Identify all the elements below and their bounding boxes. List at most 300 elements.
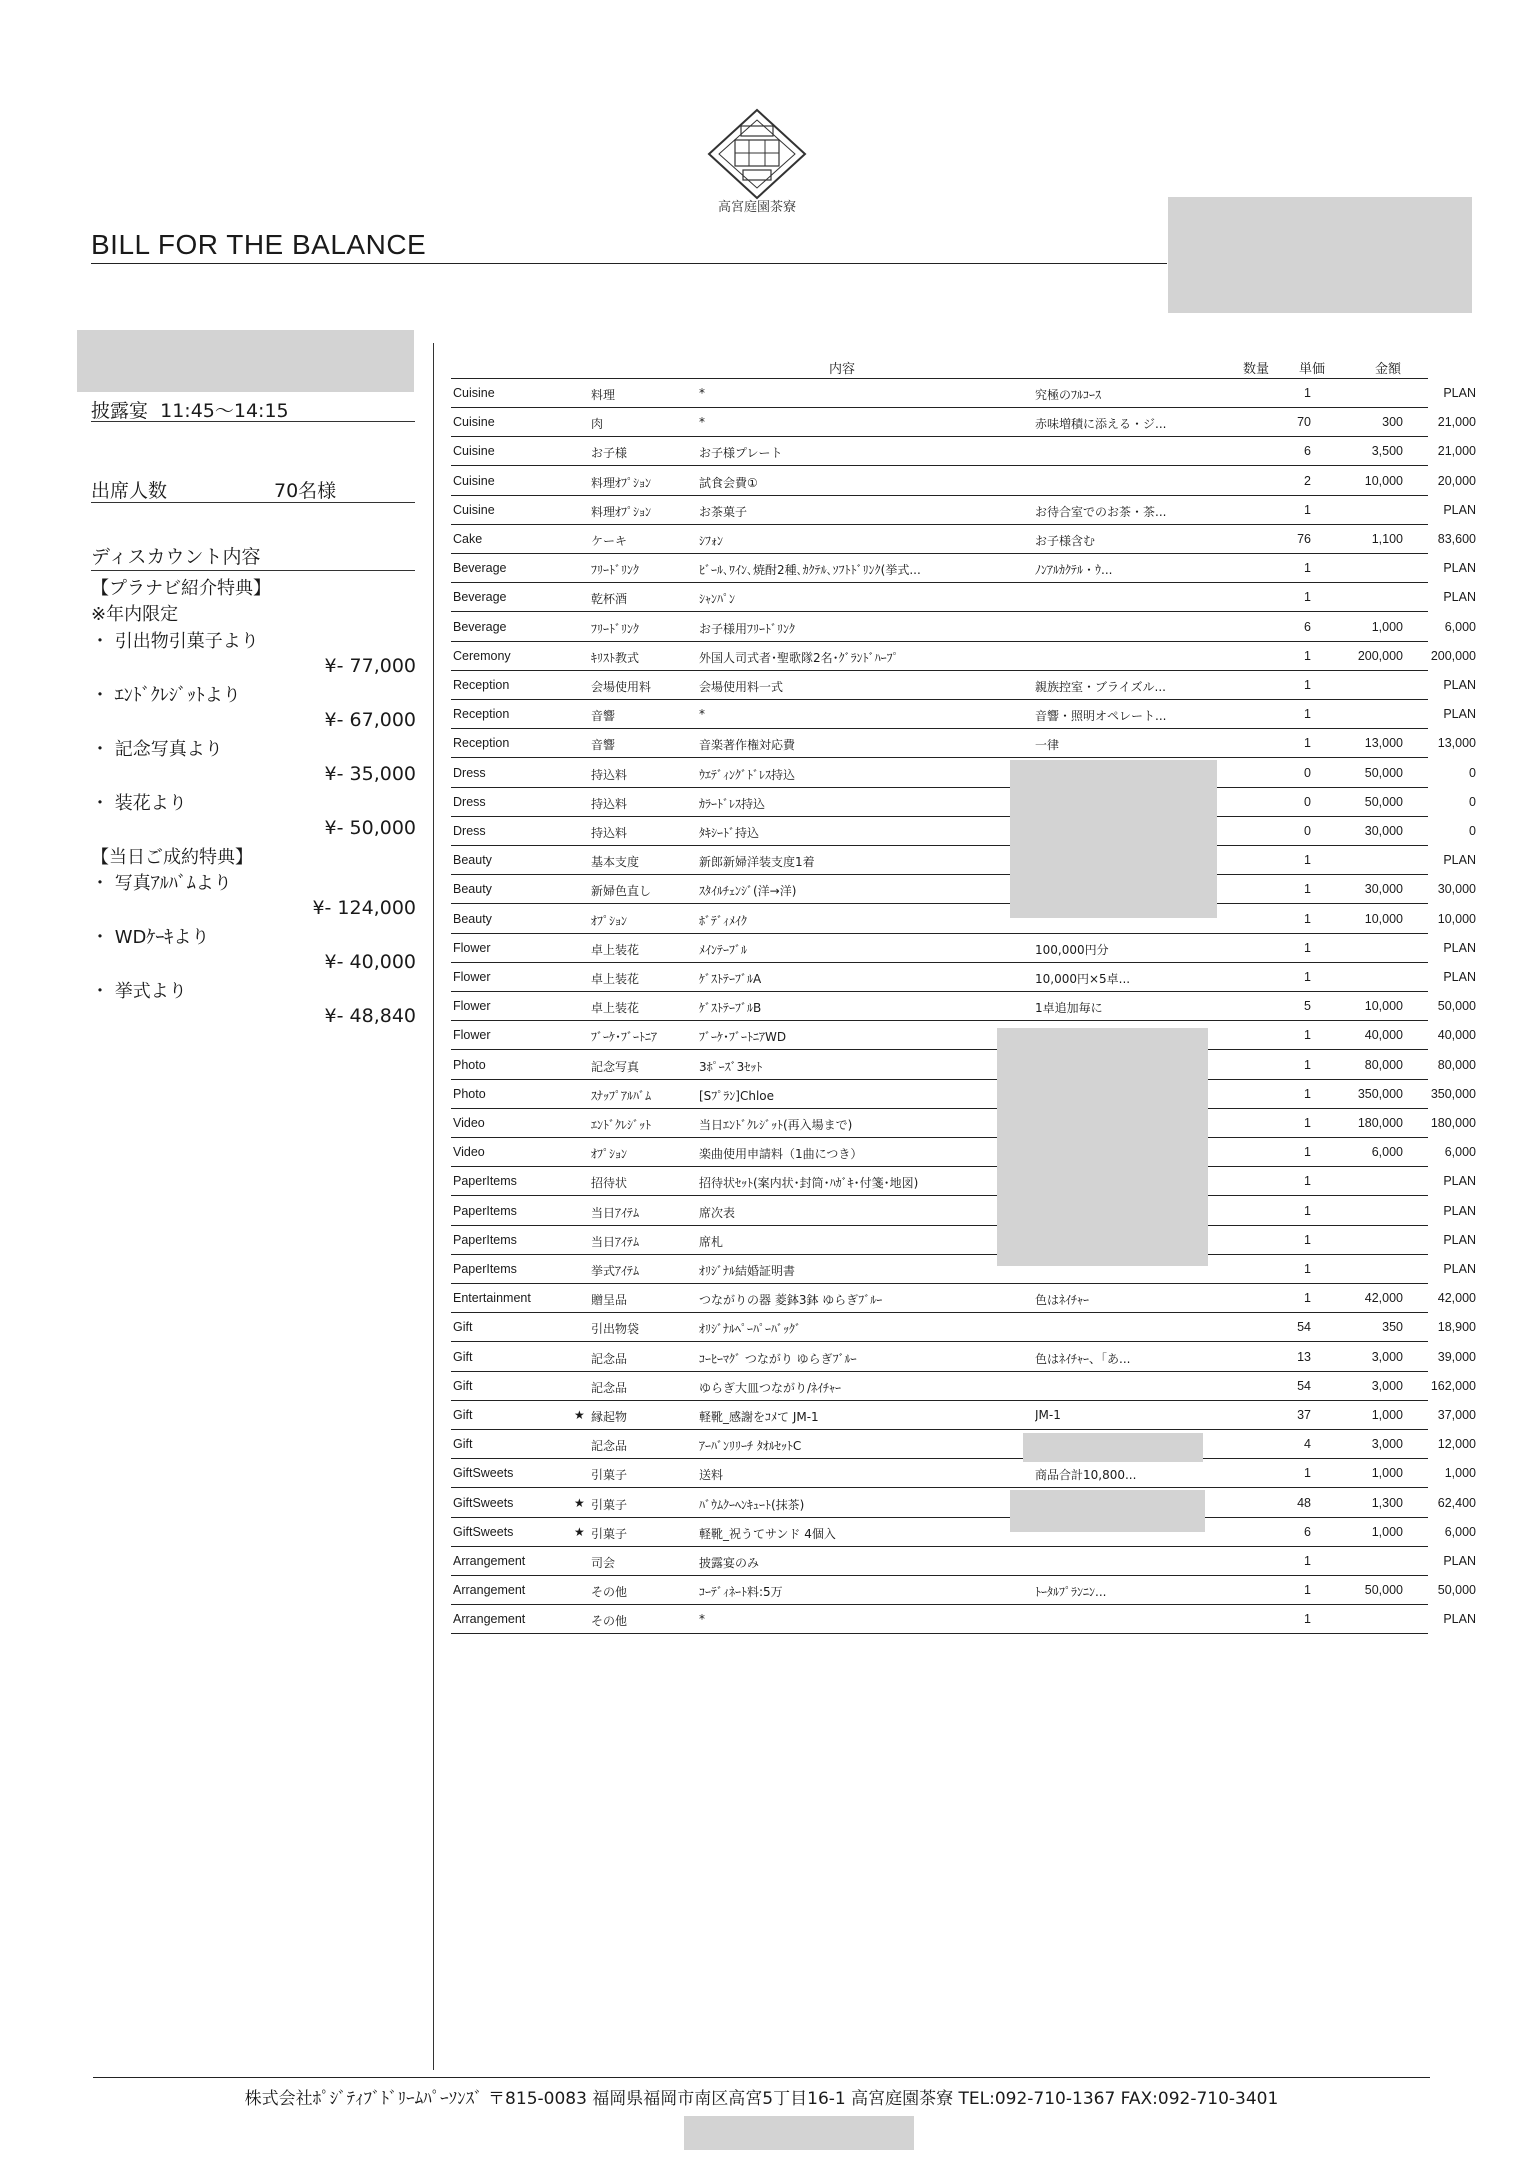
table-row: [451, 1254, 1476, 1284]
row-subcategory: ケーキ: [591, 534, 628, 548]
row-amount: 6,000: [1444, 1524, 1476, 1539]
row-category: Dress: [453, 824, 486, 838]
table-row: [451, 1488, 1476, 1518]
row-item: ﾌﾞｰｹ･ﾌﾞｰﾄﾆｱWD: [699, 1030, 787, 1045]
row-unit-price: 13,000: [1364, 736, 1403, 751]
row-amount: PLAN: [1443, 853, 1476, 868]
row-note: ﾄｰﾀﾙﾌﾟﾗﾝﾆﾝ...: [1035, 1585, 1107, 1600]
table-row: [451, 1400, 1476, 1430]
row-quantity: 1: [1304, 736, 1311, 751]
row-amount: 39,000: [1437, 1349, 1476, 1364]
row-amount: PLAN: [1443, 678, 1476, 692]
row-amount: 162,000: [1430, 1378, 1476, 1393]
row-unit-price: 50,000: [1364, 765, 1403, 780]
row-note: 色はﾈｲﾁｬｰ: [1035, 1293, 1090, 1308]
row-unit-price: 180,000: [1357, 1116, 1403, 1130]
row-unit-price: 80,000: [1364, 1057, 1403, 1072]
guests-value: 70名様: [274, 480, 337, 502]
row-quantity: 1: [1304, 1086, 1311, 1101]
discount-label: ・ 写真ｱﾙﾊﾞﾑより: [91, 873, 232, 894]
row-quantity: 1: [1304, 940, 1311, 955]
row-amount: PLAN: [1443, 590, 1476, 605]
row-quantity: 6: [1304, 1524, 1311, 1539]
row-unit-price: 1,000: [1371, 1466, 1403, 1481]
row-category: Flower: [453, 999, 491, 1014]
row-subcategory: 持込料: [591, 796, 628, 811]
discount-amount: ¥- 77,000: [324, 655, 416, 677]
row-amount: PLAN: [1443, 502, 1476, 517]
table-row: [451, 933, 1476, 963]
row-category: Video: [453, 1116, 485, 1130]
row-amount: 20,000: [1437, 473, 1476, 488]
table-row: [451, 904, 1476, 934]
row-quantity: 76: [1297, 532, 1311, 546]
row-quantity: 1: [1304, 561, 1311, 576]
row-amount: 37,000: [1437, 1408, 1476, 1422]
row-category: Reception: [453, 678, 510, 692]
table-row: [451, 378, 1476, 408]
row-subcategory: 記念品: [591, 1380, 628, 1395]
row-category: GiftSweets: [453, 1466, 514, 1481]
table-row: [451, 1020, 1476, 1050]
row-amount: 6,000: [1444, 1145, 1476, 1160]
row-quantity: 37: [1297, 1408, 1311, 1422]
row-unit-price: 40,000: [1364, 1028, 1403, 1043]
row-subcategory: 持込料: [591, 826, 628, 840]
row-category: Arrangement: [453, 1612, 526, 1627]
row-note: 究極のﾌﾙｺｰｽ: [1035, 388, 1102, 402]
redacted-block: [77, 330, 414, 392]
row-quantity: 1: [1304, 1262, 1311, 1276]
table-row: [451, 553, 1476, 583]
row-unit-price: 1,100: [1371, 532, 1403, 546]
row-subcategory: 招待状: [591, 1176, 628, 1191]
row-item: 外国人司式者･聖歌隊2名･ｸﾞﾗﾝﾄﾞﾊｰﾌﾟ: [699, 650, 899, 665]
row-unit-price: 50,000: [1364, 794, 1403, 809]
row-subcategory: ﾌﾘｰﾄﾞﾘﾝｸ: [591, 621, 640, 636]
table-row: [451, 1166, 1476, 1196]
row-note: お子様含む: [1035, 534, 1096, 548]
table-row: [451, 1575, 1476, 1605]
row-note: 親族控室・ブライズル...: [1035, 680, 1166, 694]
row-unit-price: 3,000: [1371, 1437, 1403, 1452]
table-row: [451, 582, 1476, 612]
row-subcategory: 持込料: [591, 767, 628, 782]
discount-group-title: 【当日ご成約特典】: [91, 847, 253, 868]
row-quantity: 5: [1304, 999, 1311, 1014]
table-row: [451, 1371, 1476, 1401]
header-content: 内容: [829, 362, 856, 377]
table-row: [451, 612, 1476, 642]
row-category: Ceremony: [453, 648, 511, 663]
row-quantity: 1: [1304, 1057, 1311, 1072]
row-quantity: 1: [1304, 1174, 1311, 1189]
row-item: ｺｰﾃﾞｨﾈｰﾄ料:5万: [699, 1585, 783, 1600]
row-item: 送料: [699, 1468, 724, 1483]
row-amount: 21,000: [1437, 415, 1476, 430]
row-category: Cake: [453, 532, 483, 546]
row-item: ﾋﾞｰﾙ､ﾜｲﾝ､焼酎2種､ｶｸﾃﾙ､ｿﾌﾄﾄﾞﾘﾝｸ(挙式...: [699, 563, 921, 578]
discount-amount: ¥- 35,000: [324, 763, 416, 785]
row-category: Gift: [453, 1349, 473, 1364]
row-amount: 18,900: [1437, 1320, 1476, 1335]
table-row: [451, 1050, 1476, 1080]
row-item: ｵﾘｼﾞﾅﾙ結婚証明書: [699, 1264, 796, 1278]
guests-label: 出席人数: [91, 480, 168, 502]
row-item: 新郎新婦洋装支度1着: [699, 855, 815, 870]
row-amount: PLAN: [1443, 940, 1476, 955]
discount-label: ・ 引出物引菓子より: [91, 631, 259, 652]
row-quantity: 54: [1297, 1378, 1311, 1393]
row-item: ｼﾌｫﾝ: [699, 534, 724, 548]
redacted-block: [684, 2116, 914, 2150]
row-item: *: [699, 386, 705, 400]
row-subcategory: 乾杯酒: [591, 592, 628, 607]
row-amount: 1,000: [1444, 1466, 1476, 1481]
table-row: [451, 670, 1476, 700]
row-subcategory: 肉: [591, 417, 604, 432]
discount-heading: ディスカウント内容: [91, 546, 261, 568]
header-amount: 金額: [1375, 362, 1402, 377]
row-subcategory: 司会: [591, 1556, 616, 1570]
table-row: [451, 1196, 1476, 1226]
row-unit-price: 350: [1382, 1320, 1403, 1335]
discount-amount: ¥- 124,000: [312, 897, 416, 919]
row-category: Cuisine: [453, 386, 495, 400]
discount-label: ・ WDｹｰｷより: [91, 927, 210, 948]
row-amount: 0: [1469, 794, 1476, 809]
row-item: *: [699, 415, 705, 430]
row-category: PaperItems: [453, 1203, 517, 1218]
row-subcategory: 音響: [591, 738, 616, 753]
row-category: Arrangement: [453, 1583, 526, 1598]
row-subcategory: 挙式ｱｲﾃﾑ: [591, 1264, 640, 1278]
row-quantity: 1: [1304, 590, 1311, 605]
row-subcategory: ｷﾘｽﾄ教式: [591, 650, 640, 665]
table-row: [451, 641, 1476, 671]
table-row: [451, 1283, 1476, 1313]
row-amount: 200,000: [1430, 648, 1476, 663]
table-row: [451, 787, 1476, 817]
row-subcategory: 新婦色直し: [591, 884, 652, 899]
row-subcategory: 引菓子: [591, 1468, 628, 1483]
row-category: Beverage: [453, 619, 507, 634]
row-category: Reception: [453, 707, 510, 722]
table-row: [451, 436, 1476, 466]
reception-label: 披露宴: [91, 400, 149, 422]
row-quantity: 1: [1304, 648, 1311, 663]
table-row: [451, 845, 1476, 875]
row-item: ｽﾀｲﾙﾁｪﾝｼﾞ(洋→洋): [699, 884, 797, 899]
discount-label: ・ ｴﾝﾄﾞｸﾚｼﾞｯﾄより: [91, 685, 241, 706]
row-item: 招待状ｾｯﾄ(案内状･封筒･ﾊｶﾞｷ･付箋･地図): [699, 1176, 919, 1191]
row-category: Reception: [453, 736, 510, 751]
row-unit-price: 10,000: [1364, 911, 1403, 926]
row-note: 1卓追加毎に: [1035, 1001, 1103, 1016]
row-quantity: 1: [1304, 707, 1311, 722]
row-subcategory: 料理: [591, 388, 616, 402]
row-category: Beverage: [453, 561, 507, 576]
row-item: お子様プレート: [699, 446, 783, 461]
row-subcategory: ｵﾌﾟｼｮﾝ: [591, 913, 628, 928]
row-item: ﾀｷｼｰﾄﾞ持込: [699, 826, 760, 840]
header-unit-price: 単価: [1299, 362, 1326, 377]
row-item: [Sﾌﾟﾗﾝ]Chloe: [699, 1088, 775, 1103]
row-unit-price: 50,000: [1364, 1583, 1403, 1598]
row-amount: 80,000: [1437, 1057, 1476, 1072]
discount-label: ・ 装花より: [91, 793, 187, 814]
row-amount: 40,000: [1437, 1028, 1476, 1043]
table-row: [451, 524, 1476, 554]
row-item: 楽曲使用申請料（1曲につき）: [699, 1147, 863, 1162]
table-row: [451, 1342, 1476, 1372]
reception-time: 11:45～14:15: [160, 400, 289, 422]
row-category: Video: [453, 1145, 485, 1160]
row-item: 音楽著作権対応費: [699, 738, 796, 753]
row-category: GiftSweets: [453, 1495, 514, 1510]
row-quantity: 54: [1297, 1320, 1311, 1335]
row-note: 赤味増積に添える・ジ...: [1035, 417, 1167, 432]
table-row: [451, 407, 1476, 437]
redacted-block: [997, 1028, 1208, 1266]
row-subcategory: 贈呈品: [591, 1293, 628, 1308]
row-category: Cuisine: [453, 502, 495, 517]
table-row: [451, 991, 1476, 1021]
redacted-block: [1010, 1490, 1205, 1532]
row-item: 席次表: [699, 1205, 736, 1220]
divider: [91, 502, 415, 503]
row-category: Beauty: [453, 853, 492, 868]
row-category: Dress: [453, 765, 486, 780]
row-amount: 0: [1469, 824, 1476, 838]
table-row: [451, 816, 1476, 846]
row-note: お待合室でのお茶・茶...: [1035, 504, 1167, 519]
row-category: Beauty: [453, 911, 492, 926]
row-quantity: 0: [1304, 824, 1311, 838]
header-qty: 数量: [1243, 362, 1270, 377]
row-subcategory: その他: [591, 1585, 628, 1600]
row-note: 商品合計10,800...: [1035, 1468, 1137, 1483]
row-item: ﾒｲﾝﾃｰﾌﾞﾙ: [699, 942, 748, 957]
row-amount: 12,000: [1437, 1437, 1476, 1452]
row-amount: PLAN: [1443, 707, 1476, 722]
row-subcategory: 料理ｵﾌﾟｼｮﾝ: [591, 475, 652, 490]
row-amount: PLAN: [1443, 1554, 1476, 1568]
row-item: 当日ｴﾝﾄﾞｸﾚｼﾞｯﾄ(再入場まで): [699, 1118, 853, 1132]
row-unit-price: 3,000: [1371, 1349, 1403, 1364]
row-unit-price: 10,000: [1364, 999, 1403, 1014]
row-category: Entertainment: [453, 1291, 531, 1306]
row-note: 10,000円×5卓...: [1035, 972, 1131, 986]
table-row: [451, 1312, 1476, 1342]
row-category: Cuisine: [453, 473, 495, 488]
row-unit-price: 6,000: [1371, 1145, 1403, 1160]
row-amount: 83,600: [1437, 532, 1476, 546]
row-item: ｺｰﾋｰﾏｸﾞ つながり ゆらぎﾌﾞﾙｰ: [699, 1351, 857, 1366]
row-category: Beauty: [453, 882, 492, 897]
row-quantity: 1: [1304, 1116, 1311, 1130]
company-name: 高宮庭園茶寮: [717, 200, 796, 215]
row-star-mark: ★: [574, 1524, 585, 1539]
table-row: [451, 962, 1476, 992]
row-unit-price: 3,500: [1371, 444, 1403, 459]
row-amount: 42,000: [1437, 1291, 1476, 1306]
row-quantity: 1: [1304, 502, 1311, 517]
row-unit-price: 1,000: [1371, 1524, 1403, 1539]
company-logo-icon: [707, 108, 807, 204]
row-category: Gift: [453, 1320, 473, 1335]
row-item: お茶菓子: [699, 504, 748, 519]
row-quantity: 6: [1304, 444, 1311, 459]
row-category: Flower: [453, 940, 491, 955]
table-row: [451, 728, 1476, 758]
row-subcategory: 引菓子: [591, 1497, 628, 1512]
row-item: *: [699, 1612, 705, 1627]
row-quantity: 48: [1297, 1495, 1311, 1510]
redacted-block: [1010, 760, 1217, 918]
row-quantity: 70: [1297, 415, 1311, 430]
table-row: [451, 495, 1476, 525]
row-item: ｶﾗｰﾄﾞﾚｽ持込: [699, 796, 766, 811]
redacted-block: [1023, 1433, 1203, 1462]
row-category: Dress: [453, 794, 486, 809]
row-amount: PLAN: [1443, 1203, 1476, 1218]
row-amount: 0: [1469, 765, 1476, 780]
row-amount: 180,000: [1430, 1116, 1476, 1130]
row-quantity: 1: [1304, 1612, 1311, 1627]
row-subcategory: ｵﾌﾟｼｮﾝ: [591, 1147, 628, 1162]
row-item: つながりの器 菱鉢3鉢 ゆらぎﾌﾞﾙｰ: [699, 1293, 883, 1308]
row-subcategory: 当日ｱｲﾃﾑ: [591, 1205, 640, 1220]
row-item: ゆらぎ大皿つながり/ﾈｲﾁｬｰ: [699, 1380, 842, 1395]
row-item: ﾊﾞｳﾑｸｰﾍﾝｷｭｰﾄ(抹茶): [699, 1497, 805, 1512]
discount-group-title: 【プラナビ紹介特典】: [91, 578, 271, 599]
row-subcategory: 基本支度: [591, 855, 640, 870]
footer-address: 株式会社ﾎﾟｼﾞﾃｨﾌﾞﾄﾞﾘｰﾑﾊﾟｰｿﾝｽﾞ 〒815-0083 福岡県福岡市南区高宮5丁目16-1 高宮庭園茶寮 TEL:092-710-1367 FAX:092-710-3401: [244, 2089, 1279, 2109]
row-note: ﾉﾝｱﾙｶｸﾃﾙ・ｳ...: [1035, 563, 1113, 578]
row-category: Flower: [453, 1028, 491, 1043]
row-item: ﾎﾞﾃﾞｨﾒｲｸ: [699, 913, 748, 928]
row-quantity: 1: [1304, 970, 1311, 984]
row-amount: PLAN: [1443, 1232, 1476, 1247]
row-subcategory: ﾌﾘｰﾄﾞﾘﾝｸ: [591, 563, 640, 578]
row-unit-price: 10,000: [1364, 473, 1403, 488]
row-subcategory: 縁起物: [591, 1410, 628, 1424]
discount-amount: ¥- 67,000: [324, 709, 416, 731]
table-row: [451, 1546, 1476, 1576]
row-note: 一律: [1035, 738, 1060, 753]
row-subcategory: その他: [591, 1614, 628, 1629]
row-amount: PLAN: [1443, 386, 1476, 400]
reception-time-row: [91, 396, 289, 423]
row-star-mark: ★: [574, 1495, 585, 1510]
row-item: 試食会費①: [699, 475, 758, 490]
row-item: ｳｴﾃﾞｨﾝｸﾞﾄﾞﾚｽ持込: [699, 767, 796, 782]
row-quantity: 1: [1304, 386, 1311, 400]
footer-divider: [93, 2077, 1430, 2078]
row-item: ｱｰﾊﾞﾝﾘﾘｰﾁ ﾀｵﾙｾｯﾄC: [699, 1439, 802, 1454]
row-amount: PLAN: [1443, 1262, 1476, 1276]
row-quantity: 1: [1304, 1554, 1311, 1568]
row-category: Arrangement: [453, 1554, 526, 1568]
table-row: [451, 1604, 1476, 1634]
row-subcategory: 卓上装花: [591, 972, 640, 986]
row-note: 音響・照明オペレート...: [1035, 709, 1167, 724]
row-unit-price: 3,000: [1371, 1378, 1403, 1393]
row-quantity: 1: [1304, 1203, 1311, 1218]
row-subcategory: 記念写真: [591, 1059, 640, 1074]
row-quantity: 1: [1304, 853, 1311, 868]
row-unit-price: 30,000: [1364, 882, 1403, 897]
table-row: [451, 1517, 1476, 1547]
table-row: [451, 1079, 1476, 1109]
row-quantity: 4: [1304, 1437, 1311, 1452]
row-quantity: 1: [1304, 1466, 1311, 1481]
row-note: 色はﾈｲﾁｬｰ、「あ...: [1035, 1351, 1131, 1366]
row-item: ｵﾘｼﾞﾅﾙﾍﾟｰﾊﾟｰﾊﾞｯｸﾞ: [699, 1322, 802, 1337]
row-quantity: 1: [1304, 678, 1311, 692]
row-quantity: 1: [1304, 1028, 1311, 1043]
row-category: Gift: [453, 1378, 473, 1393]
row-category: Flower: [453, 970, 491, 984]
row-item: ｹﾞｽﾄﾃｰﾌﾞﾙA: [699, 972, 762, 986]
row-subcategory: ﾌﾞｰｹ･ﾌﾞｰﾄﾆｱ: [591, 1030, 658, 1045]
table-row: [451, 1429, 1476, 1459]
row-quantity: 1: [1304, 1583, 1311, 1598]
discount-amount: ¥- 48,840: [324, 1005, 416, 1027]
table-row: [451, 874, 1476, 904]
row-amount: PLAN: [1443, 1612, 1476, 1627]
row-unit-price: 1,300: [1371, 1495, 1403, 1510]
table-row: [451, 1137, 1476, 1167]
row-category: GiftSweets: [453, 1524, 514, 1539]
discount-amount: ¥- 40,000: [324, 951, 416, 973]
row-subcategory: 記念品: [591, 1439, 628, 1454]
row-note: JM-1: [1035, 1408, 1061, 1422]
table-row: [451, 758, 1476, 788]
row-subcategory: 卓上装花: [591, 942, 640, 957]
row-subcategory: 音響: [591, 709, 616, 724]
row-amount: 62,400: [1437, 1495, 1476, 1510]
row-item: 会場使用料一式: [699, 680, 784, 694]
row-quantity: 6: [1304, 619, 1311, 634]
row-subcategory: 当日ｱｲﾃﾑ: [591, 1234, 640, 1249]
row-item: 席札: [699, 1234, 724, 1249]
divider: [91, 421, 415, 422]
row-item: 軽靴_感謝をｺﾒて JM-1: [699, 1410, 819, 1424]
row-subcategory: 引出物袋: [591, 1322, 640, 1337]
row-item: ｼｬﾝﾊﾟﾝ: [699, 592, 736, 607]
row-unit-price: 30,000: [1364, 824, 1403, 838]
row-category: Gift: [453, 1437, 473, 1452]
row-item: ｹﾞｽﾄﾃｰﾌﾞﾙB: [699, 1001, 762, 1016]
row-subcategory: 料理ｵﾌﾟｼｮﾝ: [591, 504, 652, 519]
table-row: [451, 699, 1476, 729]
row-category: Cuisine: [453, 415, 495, 430]
row-quantity: 0: [1304, 765, 1311, 780]
row-amount: 10,000: [1437, 911, 1476, 926]
discount-label: ・ 挙式より: [91, 981, 187, 1002]
row-amount: 350,000: [1430, 1086, 1476, 1101]
row-quantity: 1: [1304, 1232, 1311, 1247]
row-item: *: [699, 707, 705, 722]
row-category: Photo: [453, 1057, 486, 1072]
row-quantity: 0: [1304, 794, 1311, 809]
row-unit-price: 1,000: [1371, 1408, 1403, 1422]
table-row: [451, 1458, 1476, 1488]
row-subcategory: 記念品: [591, 1351, 628, 1366]
row-star-mark: ★: [574, 1408, 585, 1422]
